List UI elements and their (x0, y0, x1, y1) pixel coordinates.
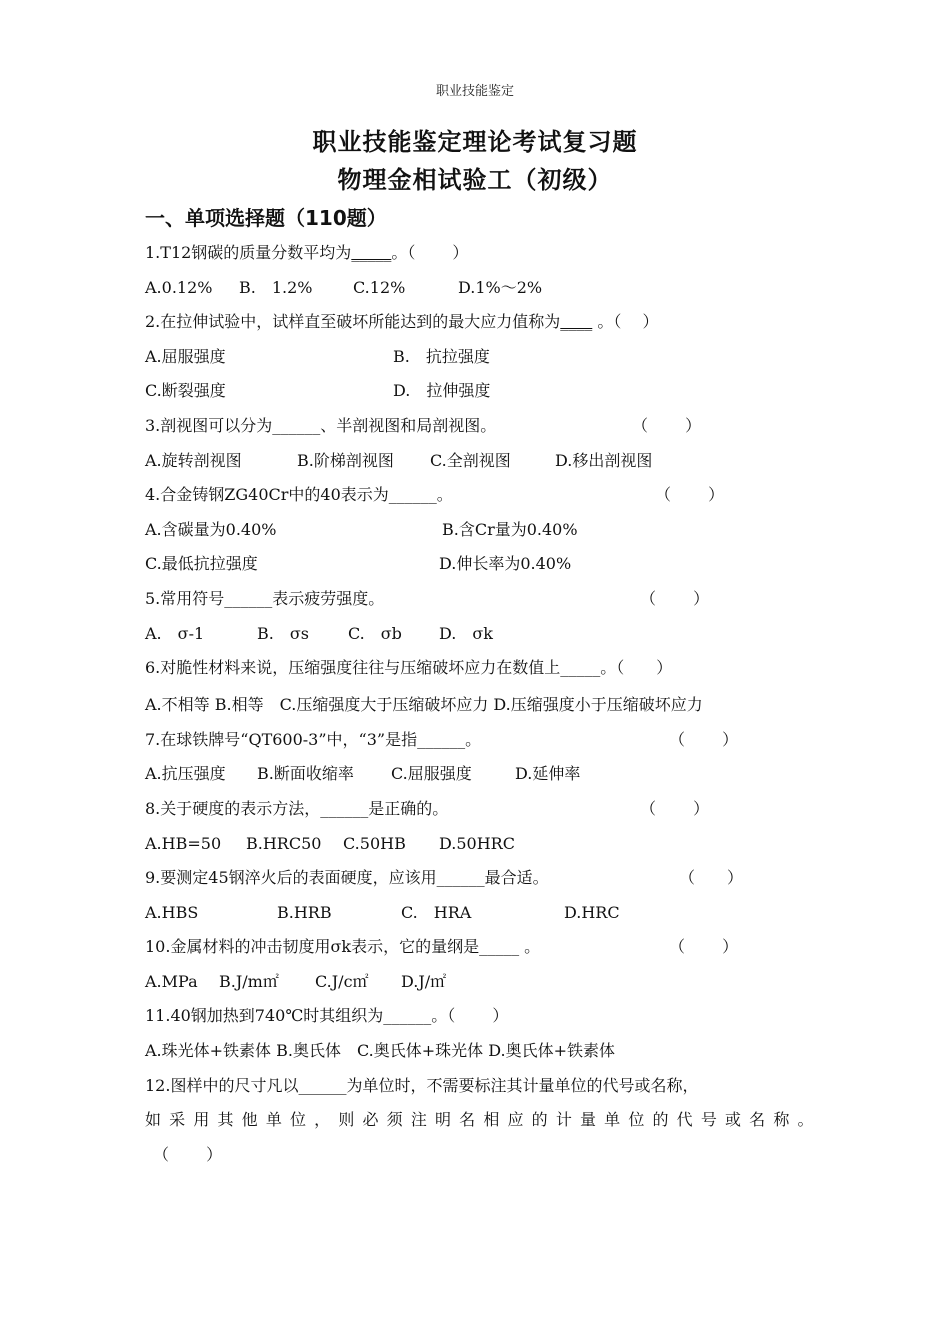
question-5 (145, 582, 815, 617)
option-a: A.MPa (145, 971, 198, 991)
question-2 (145, 305, 815, 340)
document-title: 职业技能鉴定理论考试复习题 (312, 128, 638, 156)
question-8 (145, 792, 815, 827)
question-text: 5.常用符号______表示疲劳强度。 (145, 588, 385, 608)
option-a: A.HBS (145, 902, 199, 922)
option-b: B.阶梯剖视图 (297, 450, 394, 470)
question-text: 1.T12钢碳的质量分数平均为 (145, 243, 352, 262)
option-a: A.抗压强度 (145, 764, 226, 784)
option-c: C. σb (348, 623, 402, 643)
option-b: B. 抗拉强度 (393, 346, 490, 366)
question-4-options-row1 (145, 513, 815, 548)
question-3 (145, 409, 815, 444)
question-3-options (145, 444, 815, 479)
option-a: A.含碳量为0.40% (145, 519, 277, 539)
question-12-line1: 12.图样中的尺寸凡以______为单位时，不需要标注其计量单位的代号或名称， (145, 1075, 699, 1095)
question-11 (145, 999, 815, 1034)
question-5-options (145, 617, 815, 652)
option-d: D.移出剖视图 (555, 450, 653, 470)
answer-paren: （ ） (655, 485, 725, 505)
option-b: B.HRB (277, 902, 332, 922)
question-12-paren (145, 1138, 815, 1173)
option-d: D.1%～2% (458, 277, 543, 297)
question-6-options: A.不相等 B.相等 C.压缩强度大于压缩破坏应力 D.压缩强度小于压缩破坏应力 (145, 694, 703, 714)
option-d: D.J/㎡ (401, 971, 447, 991)
option-c: C.12% (353, 277, 406, 297)
question-7 (145, 723, 815, 758)
document-subtitle: 物理金相试验工（初级） (337, 166, 613, 194)
option-c: C. HRA (401, 902, 472, 922)
answer-paren: （ ） (640, 798, 710, 818)
question-text: 3.剖视图可以分为______、半剖视图和局剖视图。 (145, 415, 497, 435)
option-d: D.延伸率 (515, 764, 581, 784)
option-c: C.最低抗拉强度 (145, 554, 258, 574)
answer-paren: （ ） (669, 937, 739, 957)
question-6 (145, 651, 815, 686)
option-c: C.50HB (343, 833, 406, 853)
page-header: 职业技能鉴定 (435, 84, 514, 99)
option-d: D. σk (439, 623, 493, 643)
question-text: 9.要测定45钢淬火后的表面硬度，应该用______最合适。 (145, 868, 549, 888)
question-text: 10.金属材料的冲击韧度用σk表示，它的量纲是_____ 。 (145, 937, 541, 957)
question-text: 8.关于硬度的表示方法，______是正确的。 (145, 798, 449, 818)
question-text: 6.对脆性材料来说，压缩强度往往与压缩破坏应力在数值上_____。（ ） (145, 658, 673, 678)
question-1-options (145, 271, 815, 306)
question-10-options (145, 965, 815, 1000)
question-1 (145, 236, 815, 271)
question-2-options-row1 (145, 340, 815, 375)
question-10 (145, 930, 815, 965)
answer-blank: ____ (560, 312, 593, 332)
option-b: B. 1.2% (239, 277, 313, 297)
question-8-options (145, 827, 815, 862)
question-9-options (145, 896, 815, 931)
question-text: 2.在拉伸试验中，试样直至破坏所能达到的最大应力值称为 (145, 312, 561, 332)
option-c: C.屈服强度 (391, 764, 472, 784)
question-list (145, 236, 815, 1172)
option-b: B.断面收缩率 (257, 764, 354, 784)
section-title: 一、单项选择题（110题） (145, 206, 387, 230)
question-4 (145, 478, 815, 513)
option-d: D.50HRC (439, 833, 515, 853)
option-a: A.屈服强度 (145, 346, 226, 366)
answer-paren: （ ） (679, 868, 744, 888)
option-b: B.J/m㎡ (219, 971, 279, 991)
question-9 (145, 861, 815, 896)
question-7-options (145, 757, 815, 792)
question-11-options: A.珠光体+铁素体 B.奥氏体 C.奥氏体+珠光体 D.奥氏体+铁素体 (145, 1041, 615, 1061)
answer-paren: 。（ ） (391, 243, 469, 262)
question-2-options-row2 (145, 374, 815, 409)
option-a: A.HB=50 (145, 833, 222, 853)
option-a: A. σ-1 (145, 623, 205, 643)
option-a: A.旋转剖视图 (145, 450, 242, 470)
option-d: D.伸长率为0.40% (439, 554, 572, 574)
option-d: D.HRC (564, 902, 620, 922)
answer-paren: （ ） (640, 588, 710, 608)
answer-paren: （ ） (669, 729, 739, 749)
option-d: D. 拉伸强度 (393, 381, 491, 401)
answer-paren: （ ） (153, 1144, 223, 1164)
answer-paren: 。（ ） (592, 312, 659, 332)
question-text: 11.40钢加热到740℃时其组织为______。（ ） (145, 1006, 509, 1026)
answer-blank: _____ (351, 243, 392, 262)
question-4-options-row2 (145, 547, 815, 582)
option-c: C.断裂强度 (145, 381, 226, 401)
option-b: B. σs (257, 623, 309, 643)
question-text: 4.合金铸钢ZG40Cr中的40表示为______。 (145, 485, 453, 505)
option-b: B.含Cr量为0.40% (442, 519, 578, 539)
option-c: C.全剖视图 (430, 450, 511, 470)
answer-paren: （ ） (632, 415, 702, 435)
question-12-line2: 如采用其他单位，则必须注明名相应的计量单位的代号或名称。 (145, 1110, 815, 1130)
option-b: B.HRC50 (246, 833, 322, 853)
option-a: A.0.12% (145, 277, 213, 297)
question-text: 7.在球铁牌号“QT600-3”中，“3”是指______。 (145, 729, 482, 749)
option-c: C.J/c㎡ (315, 971, 369, 991)
